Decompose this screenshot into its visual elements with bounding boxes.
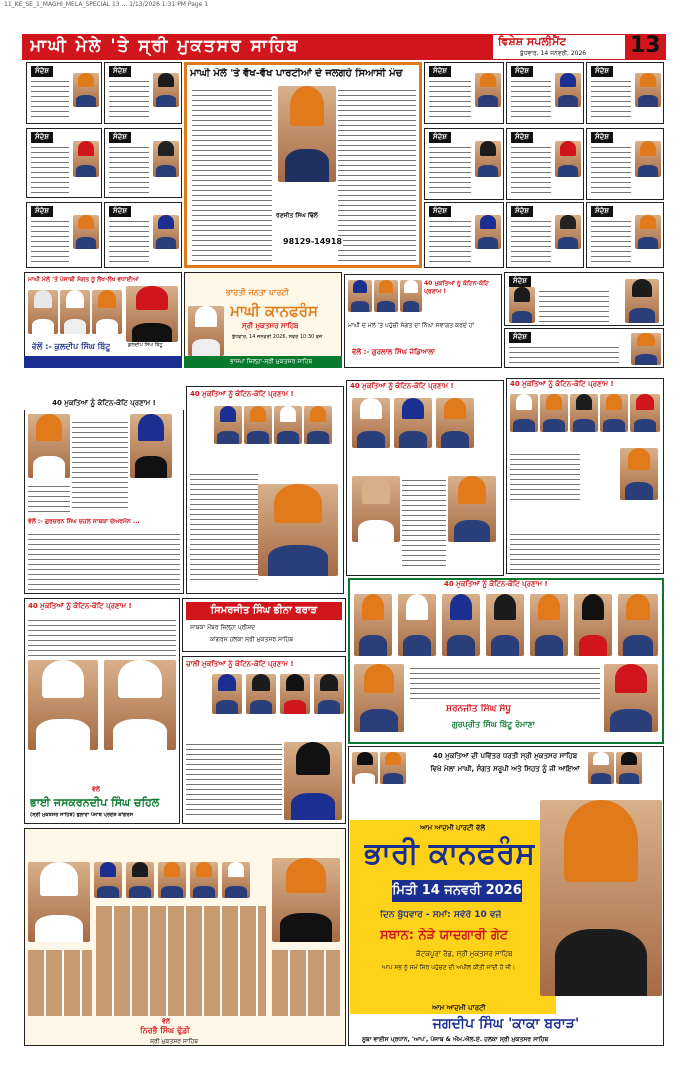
ad-tag: ਸੰਦੇਸ਼	[509, 276, 531, 287]
ad-sandesh	[26, 202, 102, 268]
jaskaran-by: ਵੱਲੋਂ	[92, 786, 100, 793]
ad-sandesh	[26, 62, 102, 124]
ad-tag: ਸੰਦੇਸ਼	[429, 66, 451, 77]
ad-tag: ਸੰਦੇਸ਼	[31, 132, 53, 143]
simranjit-sub: ਸਾਬਕਾ ਮੈਂਬਰ ਜ਼ਿਲ੍ਹਾ ਪ੍ਰੀਸ਼ਦ	[190, 624, 256, 631]
pranam-heading: 40 ਮੁਕਤਿਆਂ ਨੂੰ ਕੋਟਿਨ-ਕੋਟਿ ਪ੍ਰਣਾਮ !	[424, 280, 489, 295]
aap-by: ਆਮ ਆਦਮੀ ਪਾਰਟੀ ਵੱਲੋਂ	[420, 824, 486, 832]
ad-sandesh	[504, 272, 664, 326]
aap-welcome: 40 ਮੁਕਤਿਆਂ ਦੀ ਪਵਿੱਤਰ ਧਰਤੀ ਸ੍ਰੀ ਮੁਕਤਸਰ ਸਾਹਿਬ ਵਿਖੇ ਮੇਲਾ ਮਾਘੀ, ਸੰਗਤ ਸਰੂਪੀ ਅਤੇ ਸਿਹਤ ਨੂੰ ਜੀ ਆਇਆਂ	[430, 752, 580, 773]
page-number: 13	[630, 33, 661, 58]
aap-photo	[540, 800, 662, 996]
ad-heading: 40 ਮੁਕਤਿਆਂ ਨੂੰ ਕੋਟਿਨ-ਕੋਟਿ ਪ੍ਰਣਾਮ !	[190, 390, 294, 398]
bottom-by: ਵੱਲੋਂ	[162, 1018, 170, 1025]
supplement-label: ਵਿਸ਼ੇਸ਼ ਸਪਲੀਮੈਂਟ	[498, 35, 567, 48]
ad-sandesh	[104, 128, 182, 198]
print-slug: 11_KE_SE_1_MAGHI_MELA_SPECIAL 13 ... 1/13/2026 1:31 PM Page 1	[4, 1, 209, 8]
ad-sandesh	[104, 62, 182, 124]
feature-name: ਰਣਜੀਤ ਸਿੰਘ ਢਿੱਲੋਂ	[276, 212, 318, 219]
bjp-place: ਸ੍ਰੀ ਮੁਕਤਸਰ ਸਾਹਿਬ	[242, 322, 299, 330]
aap-leader-name: ਜਗਦੀਪ ਸਿੰਘ 'ਕਾਕਾ ਬਰਾੜ'	[350, 1014, 662, 1034]
bjp-date: ਬੁੱਧਵਾਰ, 14 ਜਨਵਰੀ 2026, ਸਵੇਰੇ 10:30 ਵਜੇ	[232, 334, 323, 340]
feature-phone: 98129-14918	[283, 237, 342, 246]
ad-tag: ਸੰਦੇਸ਼	[31, 206, 53, 217]
ad-tag: ਸੰਦੇਸ਼	[591, 66, 613, 77]
simranjit-name: ਸਿਮਰਜੀਤ ਸਿੰਘ ਭੀਨਾ ਬਰਾੜ	[186, 602, 342, 620]
ad-tag: ਸੰਦੇਸ਼	[109, 66, 131, 77]
ad-message: ਮਾਘੀ ਦੇ ਮੇਲੇ 'ਤੇ ਪਹੁੰਚੀ ਸੰਗਤ ਦਾ ਨਿੱਘਾ ਸਵਾਗਤ ਕਰਦੇ ਹਾਂ	[348, 322, 475, 329]
simranjit-sub2: ਕਾਂਗਰਸ ਹਲਕਾ ਸ੍ਰੀ ਮੁਕਤਸਰ ਸਾਹਿਬ	[210, 636, 294, 643]
sandhu-name: ਸ਼ਰਨਜੀਤ ਸਿੰਘ ਸੰਧੂ	[446, 704, 512, 714]
aap-party: ਆਮ ਆਦਮੀ ਪਾਰਟੀ	[432, 1004, 486, 1012]
crowd-photos	[28, 950, 92, 1016]
ad-tag: ਸੰਦੇਸ਼	[109, 132, 131, 143]
ad-heading: 40 ਮੁਕਤਿਆਂ ਨੂੰ ਕੋਟਿਨ-ਕੋਟਿ ਪ੍ਰਣਾਮ !	[350, 382, 454, 390]
bjp-party: ਭਾਰਤੀ ਜਨਤਾ ਪਾਰਟੀ	[226, 288, 289, 297]
aap-time: ਦਿਨ ਬੁੱਧਵਾਰ - ਸਮਾਂ: ਸਵੇਰੇ 10 ਵਜੇ	[380, 910, 502, 920]
ad-tag: ਸੰਦੇਸ਼	[31, 66, 53, 77]
masthead-title: ਮਾਘੀ ਮੇਲੇ 'ਤੇ ਸ੍ਰੀ ਮੁਕਤਸਰ ਸਾਹਿਬ	[30, 36, 300, 56]
crowd-photos	[96, 906, 266, 1016]
ad-byline: ਵੱਲੋਂ :- ਕੁਲਦੀਪ ਸਿੰਘ ਬਿੱਟੂ	[32, 342, 111, 351]
ad-message-by: ਵੱਲੋਂ :- ਗੁਰਲਾਲ ਸਿੰਘ ਜੰਡਿਆਲਾ	[352, 348, 436, 356]
ad-sandesh	[104, 202, 182, 268]
aap-venue: ਸਥਾਨ: ਨੇੜੇ ਯਾਦਗਾਰੀ ਗੇਟ	[380, 928, 509, 943]
ad-sandesh	[506, 62, 584, 124]
aap-title: ਭਾਰੀ ਕਾਨਫਰੰਸ	[364, 836, 536, 871]
ad-tag: ਸੰਦੇਸ਼	[429, 206, 451, 217]
ad-sandesh	[424, 128, 504, 200]
ad-tag: ਸੰਦੇਸ਼	[591, 132, 613, 143]
ad-tag: ਸੰਦੇਸ਼	[509, 332, 531, 343]
greeting-line: ਮਾਘੀ ਮੇਲੇ 'ਤੇ ਪੰਜਾਬੀ ਸੰਗਤ ਨੂੰ ਲੱਖ-ਲੱਖ ਵਧਾਈਆਂ	[28, 276, 139, 283]
ad-heading: 40 ਮੁਕਤਿਆਂ ਨੂੰ ਕੋਟਿਨ-ਕੋਟਿ ਪ੍ਰਣਾਮ !	[510, 380, 614, 388]
ad-sandesh	[424, 62, 504, 124]
bjp-footer: ਭਾਜਪਾ ਜ਼ਿਲ੍ਹਾ-ਸ੍ਰੀ ਮੁਕਤਸਰ ਸਾਹਿਬ	[230, 358, 313, 365]
sandhu-sub: ਗੁਰਪ੍ਰੀਤ ਸਿੰਘ ਬਿੱਟੂ ਰੋਮਾਣਾ	[452, 720, 536, 729]
ad-tag: ਸੰਦੇਸ਼	[511, 206, 533, 217]
bottom-sub: ਸ੍ਰੀ ਮੁਕਤਸਰ ਸਾਹਿਬ	[150, 1038, 199, 1045]
aap-leader-sub: ਸੂਬਾ ਵਾਈਸ ਪ੍ਰਧਾਨ, 'ਆਪ', ਪੰਜਾਬ & ਐਮ.ਐਲ.ਏ. ਹਲਕਾ ਸ੍ਰੀ ਮੁਕਤਸਰ ਸਾਹਿਬ	[362, 1036, 549, 1043]
ad-tag: ਸੰਦੇਸ਼	[591, 206, 613, 217]
jaskaran-name: ਭਾਈ ਜਸਕਰਨਦੀਪ ਸਿੰਘ ਚਹਿਲ	[30, 796, 160, 809]
ad-heading: 40 ਮੁਕਤਿਆਂ ਨੂੰ ਕੋਟਿਨ-ਕੋਟਿ ਪ੍ਰਣਾਮ !	[444, 580, 548, 588]
chahal-byline: ਵੱਲੋਂ :- ਗੁਰਚਰਨ ਸਿੰਘ ਚਹਲ ਸਾਬਕਾ ਚੇਅਰਮੈਨ ...	[28, 518, 140, 525]
ad-sandesh	[586, 62, 664, 124]
ad-sandesh	[586, 128, 664, 200]
ad-heading: 40 ਮੁਕਤਿਆਂ ਨੂੰ ਕੋਟਿਨ-ਕੋਟਿ ਪ੍ਰਣਾਮ !	[28, 602, 132, 610]
ad-sandesh	[504, 328, 664, 368]
ad-signature: ਕੁਲਦੀਪ ਸਿੰਘ ਬਿੱਟੂ	[128, 342, 163, 348]
ad-sandesh	[586, 202, 664, 268]
ad-sandesh	[506, 128, 584, 200]
ad-tag: ਸੰਦੇਸ਼	[511, 132, 533, 143]
jaskaran-sub: (ਸ੍ਰੀ ਮੁਕਤਸਰ ਸਾਹਿਬ) ਬੁਲਾਰਾ ਪੰਜਾਬ ਪ੍ਰਦੇਸ਼ ਕਾਂਗਰਸ	[30, 812, 134, 818]
bottom-name: ਨਿਰਭੈ ਸਿੰਘ ਢੁੱਡੀ	[140, 1026, 190, 1035]
ad-tag: ਸੰਦੇਸ਼	[109, 206, 131, 217]
aap-date: ਮਿਤੀ 14 ਜਨਵਰੀ 2026	[392, 880, 522, 902]
aap-address: ਕੋਟਕਪੂਰਾ ਰੋਡ, ਸ੍ਰੀ ਮੁਕਤਸਰ ਸਾਹਿਬ	[416, 950, 513, 958]
ad-heading: 40 ਮੁਕਤਿਆਂ ਨੂੰ ਕੋਟਿਨ-ਕੋਟਿ ਪ੍ਰਣਾਮ !	[24, 396, 184, 410]
ad-tag: ਸੰਦੇਸ਼	[429, 132, 451, 143]
ad-sandesh	[26, 128, 102, 198]
chali-heading: ਚਾਲੀ ਮੁਕਤਿਆਂ ਨੂੰ ਕੋਟਿਨ-ਕੋਟਿ ਪ੍ਰਣਾਮ !	[186, 660, 294, 668]
feature-photo	[278, 86, 336, 182]
ad-sandesh	[424, 202, 504, 268]
ad-tag: ਸੰਦੇਸ਼	[511, 66, 533, 77]
crowd-photos	[272, 950, 340, 1016]
issue-date: ਬੁੱਧਵਾਰ, 14 ਜਨਵਰੀ, 2026	[520, 50, 587, 57]
bjp-title: ਮਾਘੀ ਕਾਨਫਰੰਸ	[230, 302, 319, 320]
feature-headline: ਮਾਘੀ ਮੇਲੇ 'ਤੇ ਵੱਖ-ਵੱਖ ਪਾਰਟੀਆਂ ਦੇ ਜਲਗਹੇ ਸਿਆਸੀ ਮੰਚ	[190, 68, 403, 79]
aap-appeal: ਆਪ ਸਭ ਨੂੰ ਸਮੇਂ ਸਿਰ ਪਹੁੰਚਣ ਦੀ ਅਪੀਲ ਕੀਤੀ ਜਾਂਦੀ ਹੈ ਜੀ।	[382, 964, 516, 971]
ad-sandesh	[506, 202, 584, 268]
